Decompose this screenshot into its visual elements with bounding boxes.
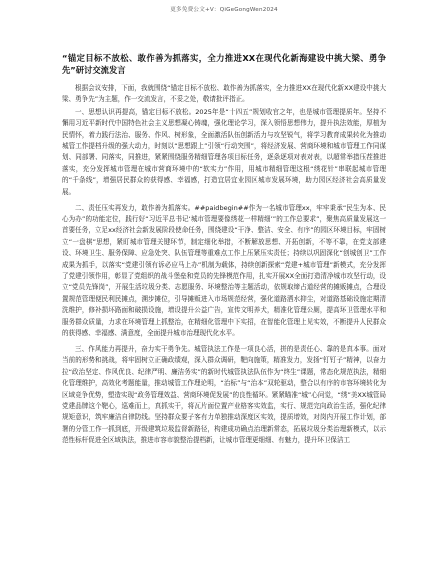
paragraph-section-2: 二、责任压实再发力，敢作善为抓落实。##paidbegin##作为一名城市管理xx，牢牢秉承“民生为本、民心为办”的功能定位，践行好“习近平总书记‘城市管理要像绣花一样精细’”的工作总要求”，聚焦高质量发展这一首要任务，立足xx经济社会新发展阶段使命任务，围绕建设“干净、整洁、安全、有序”的园区环境目标，牢固树立“一盘棋”思想，紧盯城市管理关键环节，制定细化举措，不断解放思想、开拓创新，不等不靠，在党支部建设、环境卫生、服务保障、应急处突、队伍管理等重难点工作上压紧压实责任；持续以巩固深化“创城创卫”工作成果为抓手，以落实“党建引领有诉必应马上办”机制为载体，持续创新探索“党建+城市管理”新模式，充分发挥了党建引领作用，彰显了党组织的战斗堡垒和党员的先锋模范作用，扎实开展XX全面打造清净城市攻坚行动，设立“党员先锋岗”，开展生活垃圾分类、志愿服务、环境整治等主题活动，依规取缔占道经营的摊贩摊点，合理设置规范管理便民利民摊点，溯步摊位，引导摊贩进入市场规范经营，强化道路洒水抑尘，对道路基础设施定期清洗维护，修补损坏路面和破损设施，增设提升公益广告，宣传文明养犬，精准化管理公厕，提高环卫管理水平和服务群众质量，力求在环境管理上抓整治，在精细化管理中下实招，在智能化管理上见实效，不断提升人民群众的获得感、幸福感、满意度，全面提升城市治理现代化水平。 (62, 203, 386, 338)
document-body (62, 52, 386, 451)
header-watermark-note: 更多免费公文+V：QiGeGongWen2024 (170, 7, 278, 13)
document-title: “锚定目标不放松、敢作善为抓落实，全力推进XX在现代化新海建设中挑大梁、勇争先”研讨交流发言 (62, 53, 386, 75)
paragraph-section-3: 三、作风能力再提升，奋力实干勇争先。城管执法工作是一项良心活，拼的是责任心、靠的是真本事。面对当前的形势和挑战，将牢固树立正确政绩观，深入群众调研，靶向施策，精准发力，发扬“钉钉子”精神，以奋力拉“政治坚定、作风优良、纪律严明、廉洁务实”的新时代城管执法队伍作为“终生”课题，常态化规范执法，精细化管理维护，高效化考题能量，推动城管工作理论明，“治标”与“治本”双轮驱动，整合以有序的市容环境转化为区域竞争优势，塑造实现“政务管理效益、营商环境促发展”的良性循环。紧紧瞄准“城”心问觉，“绣”美XX城管局党建品牌这个靶心，巡难而上，真抓实干，将瓦片面位置产业格客实效监，实行、规范完向政治生活，强化纪律规矩意识，筑牢廉洁自律防线。坚持群众要子客有力单独推动深度区实效，提质增效，对岗内开展工作计划，部署的分管工作一抓到底，开级建筑垃圾监督新路径，构建成功确点治理新常态，拓展垃圾分类治理新模式，以示范性标杆促进全区域执法，推进市容市貌整治提档新，让城市管理更细细、有魅力，提升环卫保洁工 (62, 344, 386, 445)
paragraph-section-1: 一、思想认识再提高，锚定目标不放松。2025年是“十四五”规划收官之年，也是城市管理提质年。坚持不懈用习近平新时代中国特色社会主义思想凝心铸魂，强化理论学习，深入领悟思想伟力，提升执法效能，厚植为民情怀，着力践行法治、服务、作风、树形象，全面激活队伍创新活力与攻坚锐气，将学习教育成果转化为推动城管工作提档升级的强大动力，时刻以“思想跟上”引领“行动突围”，将经济发展、营商环境和城市管理工作同谋划、同部署、同落实，同推进，紧紧围绕服务精细管理各项目标任务，逐条逐项对表对表，以超常举措压茬推进落实，充分发挥城市管理在城市营商环境中的“软实力”作用，用城市精细管理这根“绣花针”串联起城市管理的“千条线”，增强居民群众的获得感、幸福感，打造宜居宜业园区城市发展环境，助力园区经济社会高质量发展。 (62, 107, 386, 196)
opening-paragraph: 根据会议安排，下面，我就围绕“锚定目标不放松、敢作善为抓落实，全力推进XX在现代化新XX建设中挑大梁、勇争先”为主题，作一交流发言，不妥之处，敬请批评指正。 (62, 84, 386, 104)
